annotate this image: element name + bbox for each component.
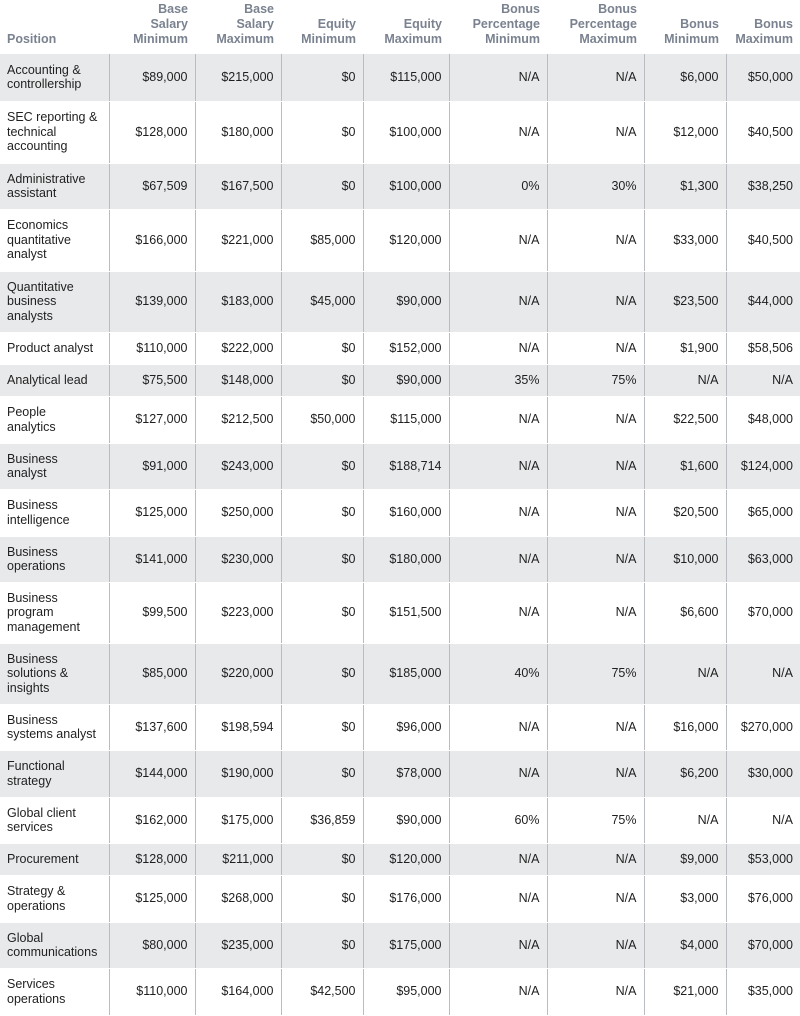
cell-position: Global client services — [0, 797, 109, 843]
cell-bonus-percentage-maximum: N/A — [547, 209, 644, 271]
cell-position: Business systems analyst — [0, 704, 109, 750]
cell-base-salary-minimum: $128,000 — [109, 843, 195, 875]
table-row — [0, 396, 800, 443]
cell-bonus-percentage-maximum: N/A — [547, 843, 644, 875]
cell-equity-maximum: $160,000 — [363, 489, 449, 536]
cell-bonus-percentage-minimum: 60% — [449, 797, 547, 843]
cell-bonus-maximum: $70,000 — [726, 922, 800, 968]
cell-base-salary-maximum: $198,594 — [195, 704, 281, 750]
cell-base-salary-minimum: $162,000 — [109, 797, 195, 843]
cell-bonus-minimum: $33,000 — [644, 209, 726, 271]
cell-base-salary-maximum: $211,000 — [195, 843, 281, 875]
cell-base-salary-minimum: $139,000 — [109, 271, 195, 332]
table-row — [0, 843, 800, 875]
table-row — [0, 332, 800, 364]
cell-equity-minimum: $0 — [281, 704, 363, 750]
cell-equity-maximum: $90,000 — [363, 797, 449, 843]
cell-equity-maximum: $90,000 — [363, 271, 449, 332]
cell-bonus-percentage-maximum: N/A — [547, 875, 644, 922]
cell-equity-minimum: $36,859 — [281, 797, 363, 843]
cell-position: Product analyst — [0, 332, 109, 364]
cell-bonus-maximum: $63,000 — [726, 536, 800, 582]
cell-bonus-minimum: $1,300 — [644, 163, 726, 209]
header-base-salary-minimum: Base Salary Minimum — [133, 2, 188, 46]
cell-bonus-percentage-maximum: N/A — [547, 271, 644, 332]
cell-base-salary-minimum: $125,000 — [109, 875, 195, 922]
cell-base-salary-maximum: $175,000 — [195, 797, 281, 843]
cell-bonus-minimum: $6,000 — [644, 54, 726, 101]
header-equity-minimum: Equity Minimum — [301, 17, 356, 46]
cell-bonus-percentage-minimum: 40% — [449, 643, 547, 704]
table-row — [0, 797, 800, 843]
cell-base-salary-minimum: $110,000 — [109, 968, 195, 1015]
cell-base-salary-minimum: $137,600 — [109, 704, 195, 750]
cell-bonus-minimum: $16,000 — [644, 704, 726, 750]
header-bonus-percentage-minimum: Bonus Percentage Minimum — [472, 2, 540, 46]
cell-base-salary-maximum: $230,000 — [195, 536, 281, 582]
cell-equity-maximum: $188,714 — [363, 443, 449, 489]
cell-position: SEC reporting & technical accounting — [0, 101, 109, 163]
cell-position: Quantitative business analysts — [0, 271, 109, 332]
table-row — [0, 443, 800, 489]
cell-bonus-percentage-maximum: N/A — [547, 922, 644, 968]
cell-equity-minimum: $0 — [281, 843, 363, 875]
cell-bonus-maximum: $58,506 — [726, 332, 800, 364]
cell-bonus-maximum: $30,000 — [726, 750, 800, 797]
cell-position: Accounting & controllership — [0, 54, 109, 101]
cell-equity-maximum: $176,000 — [363, 875, 449, 922]
cell-bonus-percentage-minimum: 0% — [449, 163, 547, 209]
table-row — [0, 704, 800, 750]
cell-equity-maximum: $120,000 — [363, 843, 449, 875]
header-row — [0, 0, 800, 54]
header-base-salary-maximum: Base Salary Maximum — [216, 2, 274, 46]
cell-bonus-percentage-minimum: N/A — [449, 750, 547, 797]
cell-base-salary-maximum: $220,000 — [195, 643, 281, 704]
cell-bonus-percentage-minimum: N/A — [449, 843, 547, 875]
cell-bonus-maximum: $35,000 — [726, 968, 800, 1015]
cell-bonus-maximum: $53,000 — [726, 843, 800, 875]
table-row — [0, 163, 800, 209]
cell-bonus-percentage-maximum: N/A — [547, 968, 644, 1015]
cell-base-salary-maximum: $268,000 — [195, 875, 281, 922]
cell-bonus-minimum: $1,900 — [644, 332, 726, 364]
cell-bonus-maximum: $44,000 — [726, 271, 800, 332]
cell-equity-minimum: $0 — [281, 536, 363, 582]
cell-bonus-maximum: N/A — [726, 364, 800, 396]
cell-bonus-percentage-maximum: N/A — [547, 582, 644, 643]
cell-position: Strategy & operations — [0, 875, 109, 922]
cell-bonus-minimum: $10,000 — [644, 536, 726, 582]
cell-bonus-minimum: $9,000 — [644, 843, 726, 875]
header-bonus-maximum: Bonus Maximum — [735, 17, 793, 46]
cell-equity-minimum: $50,000 — [281, 396, 363, 443]
cell-bonus-percentage-maximum: 75% — [547, 797, 644, 843]
cell-bonus-percentage-minimum: 35% — [449, 364, 547, 396]
cell-bonus-minimum: $22,500 — [644, 396, 726, 443]
table-row — [0, 536, 800, 582]
cell-position: People analytics — [0, 396, 109, 443]
cell-equity-maximum: $185,000 — [363, 643, 449, 704]
cell-base-salary-maximum: $183,000 — [195, 271, 281, 332]
cell-bonus-percentage-minimum: N/A — [449, 922, 547, 968]
cell-base-salary-minimum: $67,509 — [109, 163, 195, 209]
table-row — [0, 364, 800, 396]
cell-base-salary-maximum: $167,500 — [195, 163, 281, 209]
cell-base-salary-maximum: $221,000 — [195, 209, 281, 271]
cell-equity-maximum: $100,000 — [363, 101, 449, 163]
cell-base-salary-maximum: $180,000 — [195, 101, 281, 163]
cell-base-salary-maximum: $235,000 — [195, 922, 281, 968]
table-body — [0, 54, 800, 1015]
cell-equity-maximum: $78,000 — [363, 750, 449, 797]
cell-equity-maximum: $96,000 — [363, 704, 449, 750]
cell-base-salary-minimum: $144,000 — [109, 750, 195, 797]
cell-base-salary-maximum: $215,000 — [195, 54, 281, 101]
cell-bonus-percentage-maximum: 75% — [547, 364, 644, 396]
cell-bonus-percentage-maximum: 30% — [547, 163, 644, 209]
cell-equity-minimum: $0 — [281, 750, 363, 797]
cell-base-salary-maximum: $190,000 — [195, 750, 281, 797]
cell-base-salary-minimum: $80,000 — [109, 922, 195, 968]
cell-bonus-percentage-minimum: N/A — [449, 968, 547, 1015]
cell-bonus-maximum: $40,500 — [726, 209, 800, 271]
cell-bonus-maximum: N/A — [726, 797, 800, 843]
cell-bonus-maximum: $70,000 — [726, 582, 800, 643]
table-row — [0, 209, 800, 271]
cell-equity-maximum: $120,000 — [363, 209, 449, 271]
cell-equity-maximum: $151,500 — [363, 582, 449, 643]
cell-bonus-maximum: $270,000 — [726, 704, 800, 750]
cell-position: Functional strategy — [0, 750, 109, 797]
cell-base-salary-maximum: $164,000 — [195, 968, 281, 1015]
header-position: Position — [7, 32, 57, 46]
table-row — [0, 875, 800, 922]
cell-position: Business intelligence — [0, 489, 109, 536]
cell-base-salary-minimum: $110,000 — [109, 332, 195, 364]
cell-bonus-percentage-minimum: N/A — [449, 271, 547, 332]
cell-bonus-maximum: $48,000 — [726, 396, 800, 443]
cell-equity-maximum: $115,000 — [363, 54, 449, 101]
cell-base-salary-maximum: $250,000 — [195, 489, 281, 536]
cell-bonus-percentage-minimum: N/A — [449, 209, 547, 271]
cell-base-salary-maximum: $222,000 — [195, 332, 281, 364]
cell-base-salary-minimum: $91,000 — [109, 443, 195, 489]
cell-equity-minimum: $0 — [281, 101, 363, 163]
cell-equity-maximum: $180,000 — [363, 536, 449, 582]
cell-equity-maximum: $100,000 — [363, 163, 449, 209]
cell-bonus-percentage-maximum: N/A — [547, 489, 644, 536]
cell-bonus-maximum: $124,000 — [726, 443, 800, 489]
cell-bonus-minimum: $4,000 — [644, 922, 726, 968]
cell-equity-minimum: $0 — [281, 582, 363, 643]
cell-bonus-percentage-minimum: N/A — [449, 536, 547, 582]
cell-position: Business solutions & insights — [0, 643, 109, 704]
cell-bonus-percentage-maximum: N/A — [547, 443, 644, 489]
cell-equity-minimum: $42,500 — [281, 968, 363, 1015]
cell-base-salary-minimum: $85,000 — [109, 643, 195, 704]
table-row — [0, 750, 800, 797]
cell-bonus-minimum: N/A — [644, 643, 726, 704]
table-row — [0, 643, 800, 704]
cell-position: Economics quantitative analyst — [0, 209, 109, 271]
table-header — [0, 0, 800, 54]
cell-bonus-minimum: $12,000 — [644, 101, 726, 163]
cell-bonus-minimum: $21,000 — [644, 968, 726, 1015]
cell-equity-maximum: $90,000 — [363, 364, 449, 396]
cell-equity-minimum: $85,000 — [281, 209, 363, 271]
cell-base-salary-minimum: $166,000 — [109, 209, 195, 271]
cell-base-salary-minimum: $125,000 — [109, 489, 195, 536]
table-row — [0, 968, 800, 1015]
cell-equity-minimum: $0 — [281, 643, 363, 704]
cell-bonus-percentage-maximum: N/A — [547, 54, 644, 101]
cell-bonus-percentage-minimum: N/A — [449, 332, 547, 364]
cell-bonus-percentage-minimum: N/A — [449, 396, 547, 443]
cell-bonus-percentage-maximum: N/A — [547, 704, 644, 750]
cell-equity-minimum: $0 — [281, 332, 363, 364]
cell-bonus-percentage-minimum: N/A — [449, 54, 547, 101]
table-row — [0, 54, 800, 101]
cell-base-salary-maximum: $223,000 — [195, 582, 281, 643]
cell-position: Business program management — [0, 582, 109, 643]
cell-bonus-percentage-maximum: N/A — [547, 396, 644, 443]
cell-equity-minimum: $0 — [281, 364, 363, 396]
cell-bonus-percentage-maximum: N/A — [547, 750, 644, 797]
cell-bonus-minimum: $1,600 — [644, 443, 726, 489]
cell-base-salary-minimum: $127,000 — [109, 396, 195, 443]
cell-base-salary-minimum: $128,000 — [109, 101, 195, 163]
cell-bonus-maximum: $76,000 — [726, 875, 800, 922]
cell-position: Analytical lead — [0, 364, 109, 396]
cell-base-salary-maximum: $243,000 — [195, 443, 281, 489]
cell-bonus-minimum: $20,500 — [644, 489, 726, 536]
cell-equity-maximum: $95,000 — [363, 968, 449, 1015]
cell-bonus-percentage-minimum: N/A — [449, 704, 547, 750]
cell-position: Business analyst — [0, 443, 109, 489]
cell-bonus-percentage-maximum: N/A — [547, 101, 644, 163]
cell-bonus-minimum: $23,500 — [644, 271, 726, 332]
cell-equity-minimum: $0 — [281, 922, 363, 968]
cell-equity-maximum: $115,000 — [363, 396, 449, 443]
cell-bonus-maximum: $50,000 — [726, 54, 800, 101]
cell-bonus-maximum: $40,500 — [726, 101, 800, 163]
table-row — [0, 582, 800, 643]
cell-bonus-percentage-maximum: N/A — [547, 536, 644, 582]
cell-equity-minimum: $0 — [281, 875, 363, 922]
cell-base-salary-maximum: $212,500 — [195, 396, 281, 443]
cell-bonus-minimum: $6,600 — [644, 582, 726, 643]
header-bonus-percentage-maximum: Bonus Percentage Maximum — [569, 2, 637, 46]
cell-equity-minimum: $0 — [281, 163, 363, 209]
cell-equity-maximum: $175,000 — [363, 922, 449, 968]
cell-base-salary-minimum: $75,500 — [109, 364, 195, 396]
cell-equity-minimum: $0 — [281, 489, 363, 536]
cell-bonus-minimum: $6,200 — [644, 750, 726, 797]
cell-bonus-percentage-maximum: 75% — [547, 643, 644, 704]
cell-position: Global communications — [0, 922, 109, 968]
cell-position: Procurement — [0, 843, 109, 875]
cell-bonus-percentage-minimum: N/A — [449, 101, 547, 163]
cell-bonus-minimum: N/A — [644, 797, 726, 843]
table-row — [0, 922, 800, 968]
cell-equity-minimum: $0 — [281, 54, 363, 101]
cell-position: Business operations — [0, 536, 109, 582]
cell-position: Services operations — [0, 968, 109, 1015]
table-row — [0, 101, 800, 163]
cell-base-salary-maximum: $148,000 — [195, 364, 281, 396]
cell-bonus-percentage-minimum: N/A — [449, 582, 547, 643]
cell-bonus-percentage-minimum: N/A — [449, 489, 547, 536]
cell-bonus-maximum: $65,000 — [726, 489, 800, 536]
cell-bonus-percentage-minimum: N/A — [449, 875, 547, 922]
cell-equity-minimum: $0 — [281, 443, 363, 489]
cell-equity-minimum: $45,000 — [281, 271, 363, 332]
table-row — [0, 489, 800, 536]
cell-base-salary-minimum: $89,000 — [109, 54, 195, 101]
cell-bonus-minimum: $3,000 — [644, 875, 726, 922]
cell-bonus-minimum: N/A — [644, 364, 726, 396]
cell-bonus-percentage-minimum: N/A — [449, 443, 547, 489]
cell-bonus-maximum: N/A — [726, 643, 800, 704]
cell-position: Administrative assistant — [0, 163, 109, 209]
cell-bonus-maximum: $38,250 — [726, 163, 800, 209]
table-row — [0, 271, 800, 332]
cell-bonus-percentage-maximum: N/A — [547, 332, 644, 364]
header-equity-maximum: Equity Maximum — [384, 17, 442, 46]
cell-base-salary-minimum: $141,000 — [109, 536, 195, 582]
cell-equity-maximum: $152,000 — [363, 332, 449, 364]
header-bonus-minimum: Bonus Minimum — [664, 17, 719, 46]
cell-base-salary-minimum: $99,500 — [109, 582, 195, 643]
